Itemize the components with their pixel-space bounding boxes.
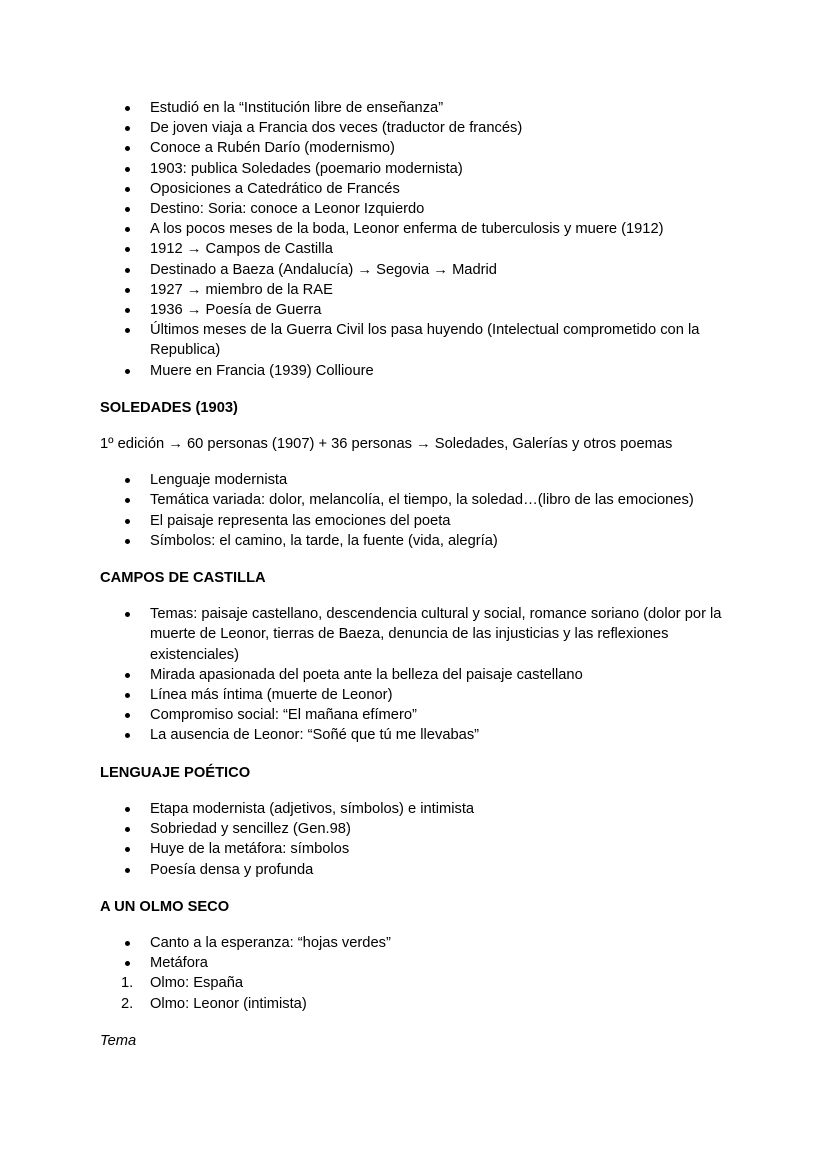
list-item [100, 138, 740, 158]
list-item-text: Lenguaje modernista [150, 472, 288, 489]
numbered-list-item [100, 994, 740, 1014]
section-heading-soledades: SOLEDADES (1903) [100, 399, 238, 416]
list-item [100, 260, 740, 280]
list-item [100, 665, 740, 685]
list-number: 2. [121, 995, 134, 1012]
list-item-text: Poesía densa y profunda [150, 861, 314, 878]
list-item [100, 953, 740, 973]
list-item-text: 1912 → Campos de Castilla [150, 241, 333, 258]
list-item [100, 933, 740, 953]
section-heading-lenguaje: LENGUAJE POÉTICO [100, 764, 251, 781]
list-item [100, 239, 740, 259]
list-item-text: Compromiso social: “El mañana efímero” [150, 707, 417, 724]
list-item-text: Sobriedad y sencillez (Gen.98) [150, 821, 351, 838]
list-item-text: De joven viaja a Francia dos veces (traductor de francés) [150, 120, 523, 137]
list-item-text: Muere en Francia (1939) Collioure [150, 362, 374, 379]
list-item [100, 490, 740, 510]
list-item-text: Etapa modernista (adjetivos, símbolos) e intimista [150, 800, 475, 817]
list-item-text: Línea más íntima (muerte de Leonor) [150, 687, 393, 704]
list-item-text: Destinado a Baeza (Andalucía) → Segovia → Madrid [150, 261, 497, 278]
list-item-text: Estudió en la “Institución libre de enseñanza” [150, 100, 444, 116]
list-item [100, 159, 740, 179]
list-item [100, 300, 740, 320]
olmo-numbered-list [100, 973, 740, 1013]
list-item-text: Últimos meses de la Guerra Civil los pasa huyendo (Intelectual comprometido con la Republica) [150, 322, 700, 359]
list-item [100, 320, 740, 360]
section-heading-olmo: A UN OLMO SECO [100, 898, 230, 915]
list-item [100, 819, 740, 839]
list-item-text: Símbolos: el camino, la tarde, la fuente (vida, alegría) [150, 532, 498, 549]
list-item [100, 280, 740, 300]
list-item [100, 361, 740, 381]
olmo-bullet-list [100, 933, 740, 973]
list-item [100, 799, 740, 819]
list-item [100, 839, 740, 859]
list-item [100, 531, 740, 551]
list-item-text: Huye de la metáfora: símbolos [150, 841, 350, 858]
soledades-paragraph: 1º edición → 60 personas (1907) + 36 personas → Soledades, Galerías y otros poemas [100, 436, 673, 453]
list-item-text: Canto a la esperanza: “hojas verdes” [150, 934, 391, 951]
list-item-text: 1927 → miembro de la RAE [150, 281, 333, 298]
list-item [100, 604, 740, 665]
list-item-text: Destino: Soria: conoce a Leonor Izquierdo [150, 201, 425, 218]
campos-list [100, 604, 740, 745]
list-item-text: Olmo: Leonor (intimista) [150, 995, 307, 1012]
lenguaje-list [100, 799, 740, 880]
list-item-text: Conoce a Rubén Darío (modernismo) [150, 140, 395, 157]
list-number: 1. [121, 975, 134, 992]
soledades-list [100, 470, 740, 551]
document-content [100, 98, 740, 1051]
list-item [100, 685, 740, 705]
list-item-text: Temática variada: dolor, melancolía, el tiempo, la soledad…(libro de las emociones) [150, 492, 694, 509]
list-item [100, 118, 740, 138]
list-item-text: 1936 → Poesía de Guerra [150, 302, 322, 319]
tema-label: Tema [100, 1032, 137, 1049]
list-item [100, 860, 740, 880]
list-item [100, 199, 740, 219]
list-item-text: El paisaje representa las emociones del poeta [150, 512, 451, 529]
list-item [100, 725, 740, 745]
list-item [100, 98, 740, 118]
list-item [100, 470, 740, 490]
list-item-text: 1903: publica Soledades (poemario modernista) [150, 160, 463, 177]
list-item-text: La ausencia de Leonor: “Soñé que tú me llevabas” [150, 727, 480, 744]
list-item [100, 705, 740, 725]
list-item [100, 219, 740, 239]
list-item-text: A los pocos meses de la boda, Leonor enferma de tuberculosis y muere (1912) [150, 221, 664, 238]
list-item [100, 179, 740, 199]
list-item-text: Metáfora [150, 955, 208, 972]
biography-list [100, 98, 740, 381]
list-item-text: Oposiciones a Catedrático de Francés [150, 180, 400, 197]
list-item-text: Temas: paisaje castellano, descendencia cultural y social, romance soriano (dolor por la muerte de Leonor, tierras de Baeza, denuncia de las injusticias y las reflexiones existenciales) [150, 606, 722, 663]
list-item [100, 511, 740, 531]
section-heading-campos: CAMPOS DE CASTILLA [100, 570, 266, 587]
list-item-text: Olmo: España [150, 975, 244, 992]
list-item-text: Mirada apasionada del poeta ante la belleza del paisaje castellano [150, 666, 583, 683]
numbered-list-item [100, 973, 740, 993]
